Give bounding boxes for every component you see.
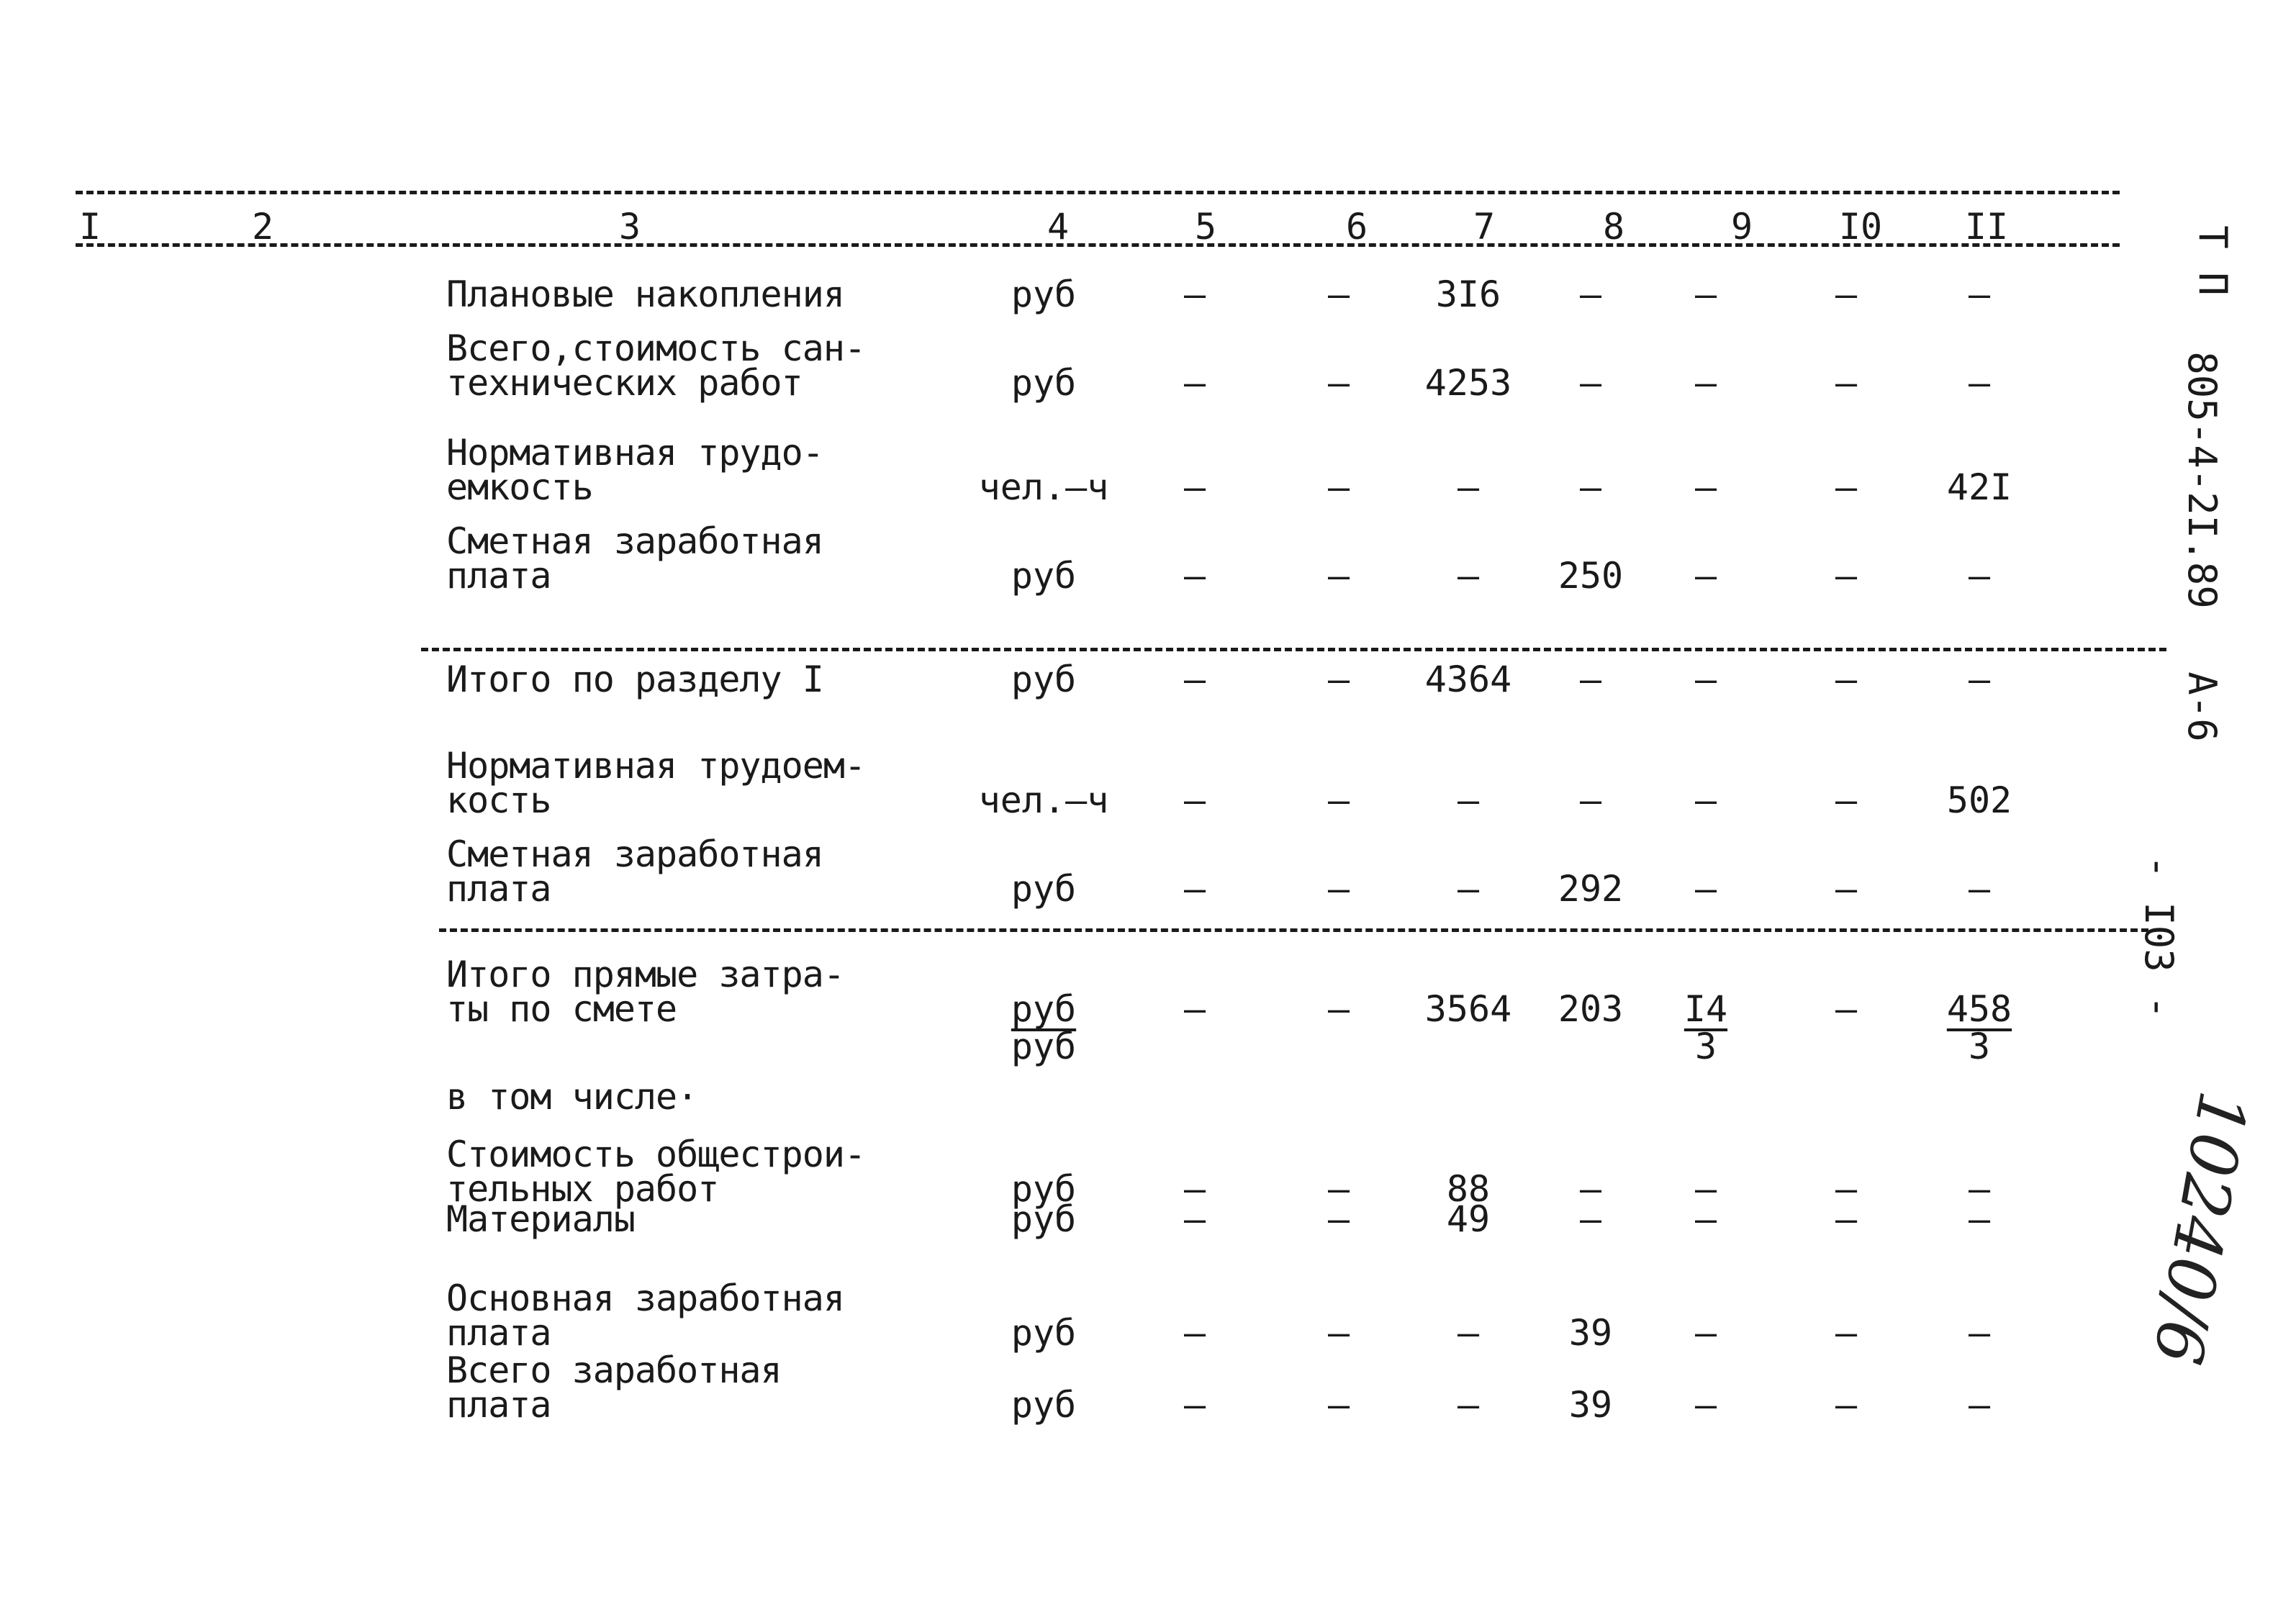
row-label: Стоимость общестрои- [446,1134,866,1175]
value-cell-6: – [1327,659,1350,700]
value-cell-6: – [1327,1198,1350,1240]
value-cell-9: – [1694,362,1717,404]
row-label: Нормативная трудо- [446,432,823,474]
value-cell-6: – [1327,1168,1350,1210]
unit-cell: руб [1011,1198,1077,1240]
unit-cell: руб [1011,868,1077,910]
value-cell-7: – [1457,1312,1480,1354]
value-cell-11: – [1968,1168,1991,1210]
row-label: технических работ [446,362,803,404]
value-cell-5: – [1183,555,1206,597]
value-cell-5: – [1183,779,1206,821]
row-label: кость [446,779,551,821]
value-cell-9: – [1694,868,1717,910]
unit-cell: руб [1011,273,1077,315]
unit-cell: руб [1011,659,1077,700]
value-cell-7: 4364 [1424,659,1512,700]
col-header-2: 2 [251,206,274,248]
value-cell-10: – [1835,988,1858,1030]
value-cell-10: – [1835,1168,1858,1210]
col-header-3: 3 [618,206,641,248]
row-label: Плановые накопления [446,273,844,315]
value-cell-8: 292 [1558,868,1624,910]
value-cell-7: 3564 [1424,988,1512,1030]
row-label: в том числе· [446,1076,698,1118]
value-cell-11: 42I [1946,466,2012,508]
value-cell-5: – [1183,868,1206,910]
value-cell-6: – [1327,555,1350,597]
page-number-label: - I03 - [2135,855,2182,1019]
value-cell-9: 3 [1694,1026,1717,1067]
row-label: плата [446,555,551,597]
value-cell-9: – [1694,1384,1717,1426]
doc-number-label: 805-4-2I.89 [2179,351,2225,609]
value-cell-5: – [1183,362,1206,404]
col-header-8: 8 [1602,206,1625,248]
value-cell-6: – [1327,273,1350,315]
value-cell-9: – [1694,466,1717,508]
unit-cell: руб [1011,1384,1077,1426]
value-cell-8: 250 [1558,555,1624,597]
value-cell-11: – [1968,868,1991,910]
value-cell-8: – [1579,1198,1602,1240]
col-header-6: 6 [1345,206,1368,248]
value-cell-8: – [1579,779,1602,821]
value-cell-9: – [1694,1168,1717,1210]
value-cell-10: – [1835,1312,1858,1354]
value-cell-7: – [1457,555,1480,597]
value-cell-7: 4253 [1424,362,1512,404]
unit-cell: руб [1011,988,1077,1030]
value-cell-10: – [1835,273,1858,315]
value-cell-11: – [1968,362,1991,404]
value-cell-9: – [1694,1198,1717,1240]
value-cell-10: – [1835,555,1858,597]
value-cell-7: 49 [1446,1198,1491,1240]
value-cell-6: – [1327,868,1350,910]
value-cell-10: – [1835,466,1858,508]
value-cell-11: – [1968,555,1991,597]
row-label: Всего,стоимость сан- [446,327,866,369]
value-cell-10: – [1835,868,1858,910]
value-cell-10: – [1835,779,1858,821]
value-cell-10: – [1835,1198,1858,1240]
handwritten-inventory-number: 10240/6 [2138,1085,2262,1370]
value-cell-9: I4 [1683,988,1728,1030]
value-cell-10: – [1835,659,1858,700]
col-header-4: 4 [1047,206,1070,248]
value-cell-10: – [1835,1384,1858,1426]
value-cell-7: – [1457,1384,1480,1426]
value-cell-9: – [1694,1312,1717,1354]
row-label: Сметная заработная [446,833,823,875]
row-label: Материалы [446,1198,635,1240]
value-cell-8: – [1579,659,1602,700]
value-cell-11: 458 [1946,988,2012,1030]
value-cell-11: – [1968,1198,1991,1240]
unit-cell: чел.–ч [978,466,1109,508]
section-separator-2 [439,928,2148,932]
row-label: плата [446,1384,551,1426]
col-header-10: I0 [1838,206,1883,248]
value-cell-5: – [1183,1384,1206,1426]
unit-cell: чел.–ч [978,779,1109,821]
value-cell-11: – [1968,1312,1991,1354]
value-cell-9: – [1694,659,1717,700]
value-cell-11: 502 [1946,779,2012,821]
value-cell-9: – [1694,273,1717,315]
row-label: Итого по разделу I [446,659,823,700]
row-label: Всего заработная [446,1349,782,1391]
value-cell-8: 39 [1568,1384,1613,1426]
value-cell-6: – [1327,1312,1350,1354]
album-label: А-6 [2179,671,2225,742]
row-label: ты по смете [446,988,677,1030]
section-separator-1 [421,648,2166,651]
unit-cell: руб [1011,1026,1077,1067]
row-label: Сметная заработная [446,520,823,562]
value-cell-11: – [1968,659,1991,700]
doc-type-label: Т П [2189,225,2236,296]
row-label: Основная заработная [446,1277,844,1319]
value-cell-8: – [1579,273,1602,315]
value-cell-7: – [1457,466,1480,508]
value-cell-8: 39 [1568,1312,1613,1354]
value-cell-5: – [1183,273,1206,315]
value-cell-8: – [1579,1168,1602,1210]
value-cell-6: – [1327,1384,1350,1426]
value-cell-10: – [1835,362,1858,404]
row-label: Итого прямые затра- [446,954,844,995]
value-cell-8: – [1579,466,1602,508]
value-cell-9: – [1694,555,1717,597]
col-header-5: 5 [1194,206,1217,248]
col-header-11: II [1964,206,2009,248]
col-header-1: I [78,206,101,248]
value-cell-7: 88 [1446,1168,1491,1210]
value-cell-5: – [1183,1198,1206,1240]
value-cell-5: – [1183,1168,1206,1210]
value-cell-7: – [1457,868,1480,910]
value-cell-5: – [1183,1312,1206,1354]
row-label: тельных работ [446,1168,719,1210]
col-header-9: 9 [1730,206,1753,248]
value-cell-8: 203 [1558,988,1624,1030]
value-cell-7: – [1457,779,1480,821]
value-cell-6: – [1327,466,1350,508]
value-cell-5: – [1183,988,1206,1030]
row-label: емкость [446,466,593,508]
value-cell-5: – [1183,466,1206,508]
unit-cell: руб [1011,1168,1077,1210]
value-cell-6: – [1327,779,1350,821]
header-bottom-rule [76,243,2120,247]
value-cell-11: – [1968,1384,1991,1426]
col-header-7: 7 [1473,206,1496,248]
unit-cell: руб [1011,555,1077,597]
unit-cell: руб [1011,1312,1077,1354]
value-cell-6: – [1327,988,1350,1030]
unit-cell: руб [1011,362,1077,404]
value-cell-11: – [1968,273,1991,315]
value-cell-7: 3I6 [1435,273,1501,315]
value-cell-9: – [1694,779,1717,821]
header-top-rule [76,191,2120,194]
value-cell-11: 3 [1968,1026,1991,1067]
value-cell-8: – [1579,362,1602,404]
value-cell-5: – [1183,659,1206,700]
row-label: плата [446,868,551,910]
row-label: Нормативная трудоем- [446,745,866,787]
row-label: плата [446,1312,551,1354]
value-cell-6: – [1327,362,1350,404]
